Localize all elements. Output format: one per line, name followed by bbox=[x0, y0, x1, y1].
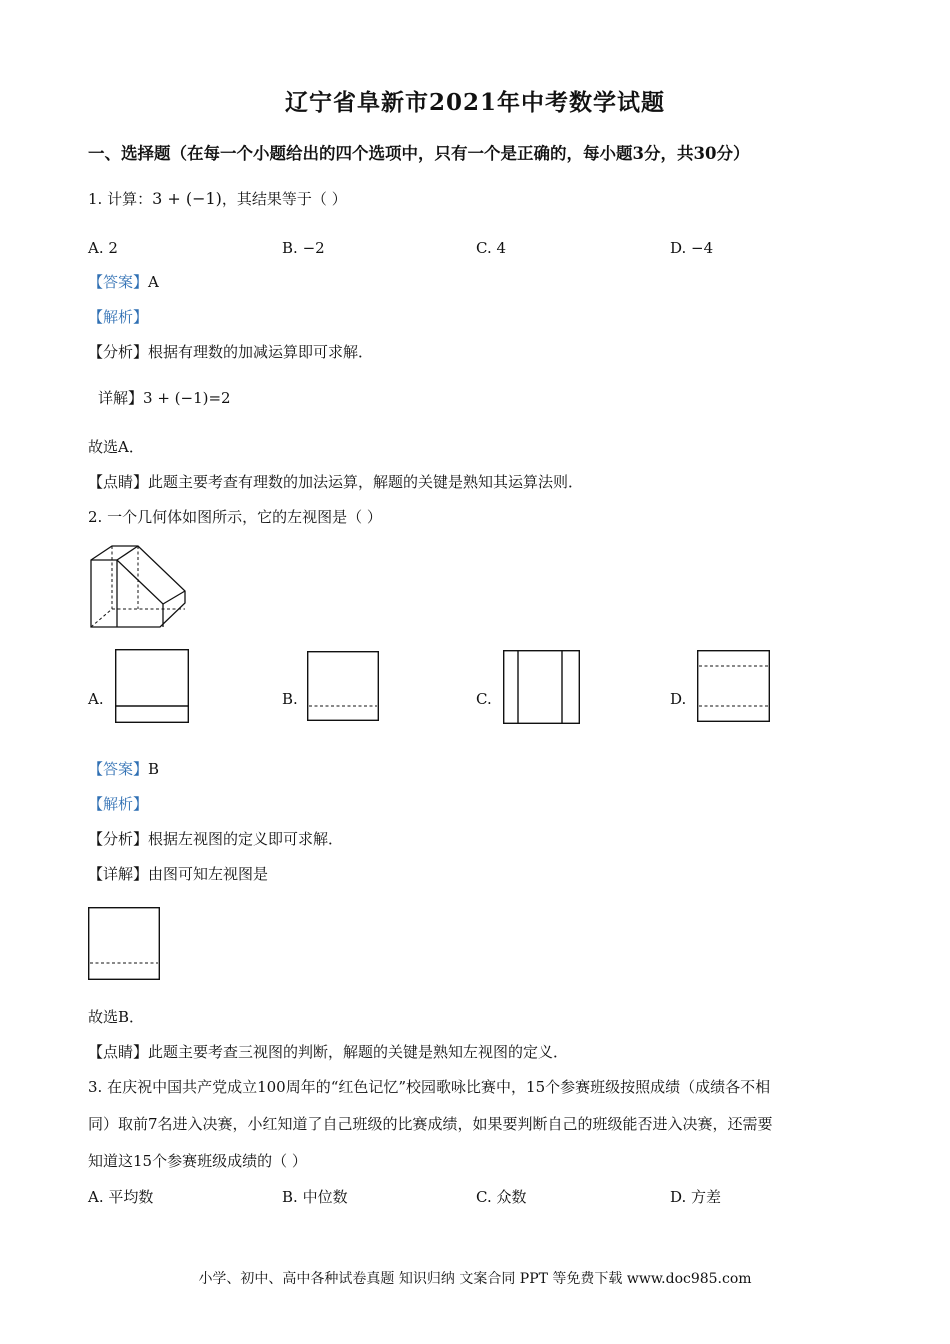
section-heading: 一、选择题（在每一个小题给出的四个选项中，只有一个是正确的，每小题3分，共30分） bbox=[88, 144, 750, 163]
option-value: 2 bbox=[108, 239, 118, 257]
dianjing-text: 此题主要考查三视图的判断，解题的关键是熟知左视图的定义． bbox=[148, 1043, 569, 1061]
page-footer: 小学、初中、高中各种试卷真题 知识归纳 文案合同 PPT 等免费下载 www.doc985.com bbox=[198, 1271, 752, 1287]
option-label: B. bbox=[282, 1188, 303, 1206]
q3-stem-line1: 3. 在庆祝中国共产党成立100周年的“红色记忆”校园歌咏比赛中，15个参赛班级按照成绩（成绩各不相 bbox=[88, 1078, 771, 1096]
option-label: D. bbox=[670, 239, 692, 257]
q2-option-b-figure bbox=[307, 651, 379, 721]
detail-tag: 【详解】 bbox=[88, 865, 149, 883]
q2-dianjing bbox=[88, 1041, 568, 1063]
q2-option-a-label: A. bbox=[88, 690, 104, 708]
q3-option-a bbox=[88, 1186, 153, 1208]
dianjing-tag: 【点睛】 bbox=[88, 473, 149, 491]
q2-stem: 2. 一个几何体如图所示，它的左视图是（ ） bbox=[88, 508, 382, 526]
option-value: 4 bbox=[496, 239, 507, 257]
option-label: A. bbox=[88, 1188, 109, 1206]
q1-option-d bbox=[670, 237, 713, 259]
detail-label: 详解】 bbox=[98, 389, 144, 407]
q1-analysis-tag: 【解析】 bbox=[88, 308, 149, 326]
q2-choose: 故选B． bbox=[88, 1008, 145, 1026]
q2-option-c-label: C. bbox=[476, 690, 492, 708]
answer-value: A bbox=[148, 273, 159, 291]
option-value: −2 bbox=[302, 239, 325, 257]
q2-option-a-figure bbox=[115, 649, 189, 723]
option-label: A. bbox=[88, 239, 109, 257]
q1-answer bbox=[88, 271, 159, 293]
option-label: D. bbox=[670, 1188, 692, 1206]
q1-choose: 故选A． bbox=[88, 438, 144, 456]
q1-stem bbox=[88, 188, 347, 210]
q2-fenxi bbox=[88, 828, 343, 850]
q3-stem-line3: 知道这15个参赛班级成绩的（ ） bbox=[88, 1152, 307, 1170]
option-value: 平均数 bbox=[108, 1188, 154, 1206]
solid-figure bbox=[88, 543, 188, 629]
q3-option-d bbox=[670, 1186, 721, 1208]
option-value: 中位数 bbox=[302, 1188, 348, 1206]
option-value: 方差 bbox=[691, 1188, 722, 1206]
q1-option-a bbox=[88, 237, 118, 259]
q2-option-d-label: D. bbox=[670, 690, 687, 708]
detail-result: =2 bbox=[208, 389, 231, 407]
q2-option-c-figure bbox=[503, 650, 580, 724]
q1-option-c bbox=[476, 237, 506, 259]
document-title: 辽宁省阜新市2021年中考数学试题 bbox=[284, 89, 665, 116]
option-label: C. bbox=[476, 1188, 497, 1206]
q2-detail bbox=[88, 863, 268, 885]
fenxi-text: 根据左视图的定义即可求解． bbox=[148, 830, 344, 848]
q1-fenxi bbox=[88, 341, 373, 363]
q1-expression: 3 + (−1) bbox=[152, 189, 222, 208]
q1-stem-prefix: 1. 计算： bbox=[88, 190, 153, 208]
option-label: C. bbox=[476, 239, 497, 257]
q3-stem-line2: 同）取前7名进入决赛，小红知道了自己班级的比赛成绩，如果要判断自己的班级能否进入决赛，还需要 bbox=[88, 1115, 773, 1133]
dianjing-tag: 【点睛】 bbox=[88, 1043, 149, 1061]
fenxi-tag: 【分析】 bbox=[88, 343, 149, 361]
option-value: −4 bbox=[691, 239, 714, 257]
q1-dianjing bbox=[88, 471, 583, 493]
detail-expression: 3 + (−1) bbox=[143, 389, 209, 407]
q2-analysis-tag: 【解析】 bbox=[88, 795, 149, 813]
q1-option-b bbox=[282, 237, 325, 259]
detail-text: 由图可知左视图是 bbox=[148, 865, 269, 883]
option-label: B. bbox=[282, 239, 303, 257]
answer-tag: 【答案】 bbox=[88, 273, 149, 291]
answer-tag: 【答案】 bbox=[88, 760, 149, 778]
fenxi-tag: 【分析】 bbox=[88, 830, 149, 848]
q1-detail bbox=[98, 387, 231, 409]
q2-option-d-figure bbox=[697, 650, 770, 722]
q2-answer bbox=[88, 758, 159, 780]
option-value: 众数 bbox=[496, 1188, 527, 1206]
q2-option-b-label: B. bbox=[282, 690, 298, 708]
q1-stem-suffix: ，其结果等于（ ） bbox=[221, 190, 347, 208]
fenxi-text: 根据有理数的加减运算即可求解． bbox=[148, 343, 374, 361]
answer-value: B bbox=[148, 760, 160, 778]
q3-option-c bbox=[476, 1186, 527, 1208]
q3-option-b bbox=[282, 1186, 348, 1208]
q2-answer-figure bbox=[88, 907, 160, 980]
dianjing-text: 此题主要考查有理数的加法运算，解题的关键是熟知其运算法则． bbox=[148, 473, 584, 491]
